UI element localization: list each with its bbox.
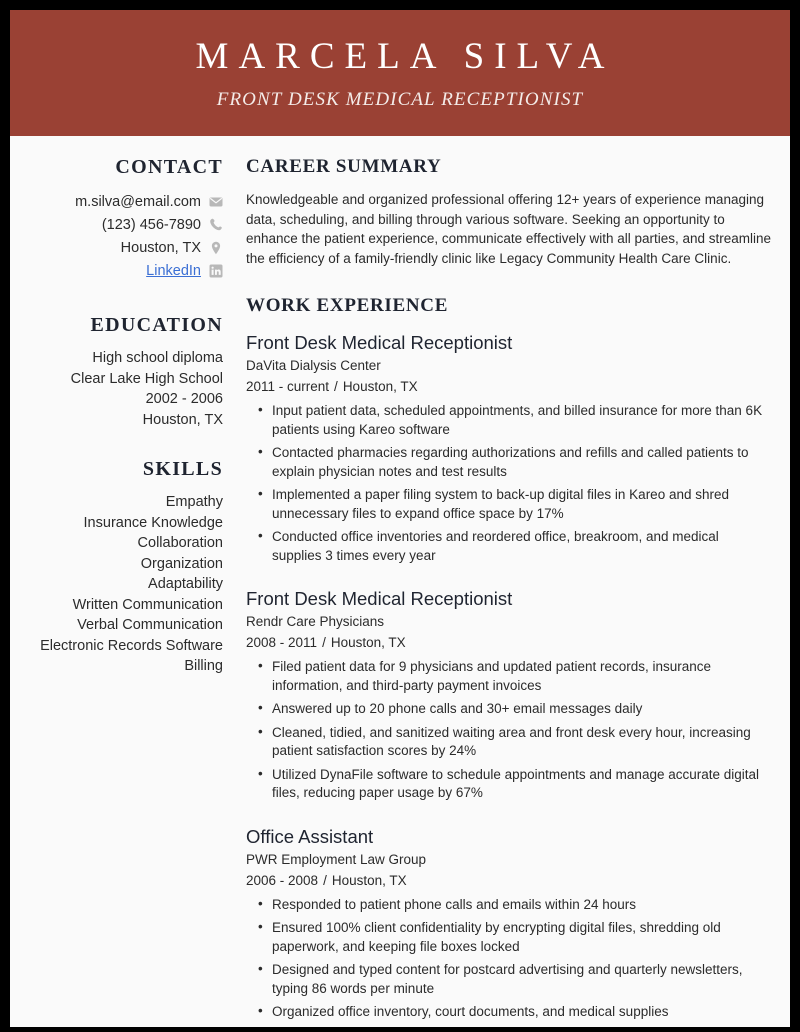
envelope-icon (209, 195, 223, 209)
job-bullet: • Utilized DynaFile software to schedule appointments and manage accurate digital files, reducing paper usage by 67% (246, 766, 772, 803)
contact-list (10, 192, 223, 281)
resume-header (10, 10, 790, 136)
linkedin-link[interactable]: LinkedIn (146, 263, 201, 279)
job-bullet-list (246, 402, 772, 565)
work-experience-entry (246, 331, 772, 565)
career-summary-text: Knowledgeable and organized professional offering 12+ years of experience managing data, scheduling, and billing through various software. Seeking an opportunity to enhance the patient experience, communicate effectively with all parties, and streamline the efficiency of a family-friendly clinic like Legacy Community Health Care Clinic. (246, 192, 772, 266)
job-bullet: • Responded to patient phone calls and emails within 24 hours (246, 896, 772, 915)
sidebar (10, 136, 233, 677)
education-section (10, 284, 223, 430)
skills-heading: SKILLS (142, 458, 223, 480)
job-bullet-list (246, 896, 772, 1022)
skills-section (10, 430, 223, 677)
job-title: Office Assistant (246, 825, 374, 847)
job-bullet: • Organized office inventory, court documents, and medical supplies (246, 1003, 772, 1022)
job-meta (246, 633, 772, 653)
education-dates: 2002 - 2006 (145, 391, 223, 407)
job-company: DaVita Dialysis Center (246, 358, 381, 373)
career-summary-heading: CAREER SUMMARY (246, 156, 442, 177)
skill-item: Organization (140, 555, 223, 572)
contact-item-email (10, 192, 223, 212)
work-experience-entry (246, 825, 772, 1022)
job-bullet: • Implemented a paper filing system to back-up digital files in Kareo and shred unnecessary files to expand office space by 17% (246, 486, 772, 523)
contact-item-phone (10, 215, 223, 235)
job-bullet: • Conducted office inventories and reordered office, breakroom, and medical supplies 3 times every year (246, 528, 772, 565)
skill-item: Insurance Knowledge (83, 514, 223, 531)
job-dates: 2006 - 2008 (246, 872, 319, 888)
education-degree: High school diploma (92, 350, 223, 366)
job-company: PWR Employment Law Group (246, 851, 427, 867)
resume-page (10, 10, 790, 1027)
job-meta-separator: / (334, 379, 338, 394)
job-location: Houston, TX (331, 872, 407, 888)
phone-icon (209, 218, 223, 232)
work-experience-section (246, 268, 772, 1022)
job-meta-separator: / (322, 635, 326, 650)
job-bullet: • Input patient data, scheduled appointments, and billed insurance for more than 6K patients using Kareo software (246, 402, 772, 439)
job-bullet: • Ensured 100% client confidentiality by encrypting digital files, shredding old paperwork, and keeping file boxes locked (246, 919, 772, 956)
education-location: Houston, TX (142, 411, 223, 428)
job-meta-separator: / (323, 872, 327, 888)
skill-item: Electronic Records Software (40, 637, 223, 654)
job-company: Rendr Care Physicians (246, 614, 385, 629)
contact-phone-text: (123) 456-7890 (101, 217, 201, 233)
job-meta (246, 871, 772, 891)
skill-item: Adaptability (148, 576, 223, 592)
job-title: Front Desk Medical Receptionist (246, 588, 513, 609)
skill-item: Collaboration (137, 535, 223, 551)
education-list (10, 348, 223, 430)
job-bullet-list (246, 658, 772, 803)
job-bullet: • Cleaned, tidied, and sanitized waiting area and front desk every hour, increasing patient satisfaction scores by 24% (246, 724, 772, 761)
skill-item: Verbal Communication (77, 617, 223, 633)
job-bullet: • Contacted pharmacies regarding authorizations and refills and called patients to explain physician notes and test results (246, 444, 772, 481)
linkedin-icon[interactable] (209, 264, 223, 278)
skill-item: Written Communication (72, 596, 223, 613)
skills-list (10, 492, 223, 677)
job-bullet: • Answered up to 20 phone calls and 30+ email messages daily (246, 700, 772, 719)
resume-body (10, 136, 790, 1027)
skill-item: Billing (184, 658, 223, 674)
contact-email-text: m.silva@email.com (75, 194, 201, 210)
job-location: Houston, TX (330, 635, 406, 650)
contact-heading: CONTACT (115, 156, 223, 178)
job-title: Front Desk Medical Receptionist (246, 332, 513, 353)
job-meta (246, 377, 772, 397)
contact-item-linkedin[interactable] (10, 261, 223, 281)
candidate-job-title: FRONT DESK MEDICAL RECEPTIONIST (216, 89, 584, 110)
education-school: Clear Lake High School (70, 370, 223, 387)
candidate-name: MARCELA SILVA (195, 36, 615, 77)
main-column (233, 136, 790, 1027)
skill-item: Empathy (165, 494, 223, 510)
job-location: Houston, TX (342, 379, 418, 394)
work-experience-entry (246, 587, 772, 803)
education-heading: EDUCATION (90, 314, 223, 336)
work-experience-heading: WORK EXPERIENCE (246, 295, 449, 316)
contact-location-text: Houston, TX (120, 240, 201, 256)
contact-section (10, 136, 223, 281)
job-bullet: • Filed patient data for 9 physicians and updated patient records, insurance information, and third-party payment invoices (246, 658, 772, 695)
job-bullet: • Designed and typed content for postcard advertising and quarterly newsletters, typing 86 words per minute (246, 961, 772, 998)
contact-item-location (10, 238, 223, 258)
career-summary-section (246, 136, 772, 268)
job-dates: 2008 - 2011 (246, 635, 318, 650)
map-pin-icon (209, 241, 223, 255)
job-dates: 2011 - current (246, 379, 330, 394)
